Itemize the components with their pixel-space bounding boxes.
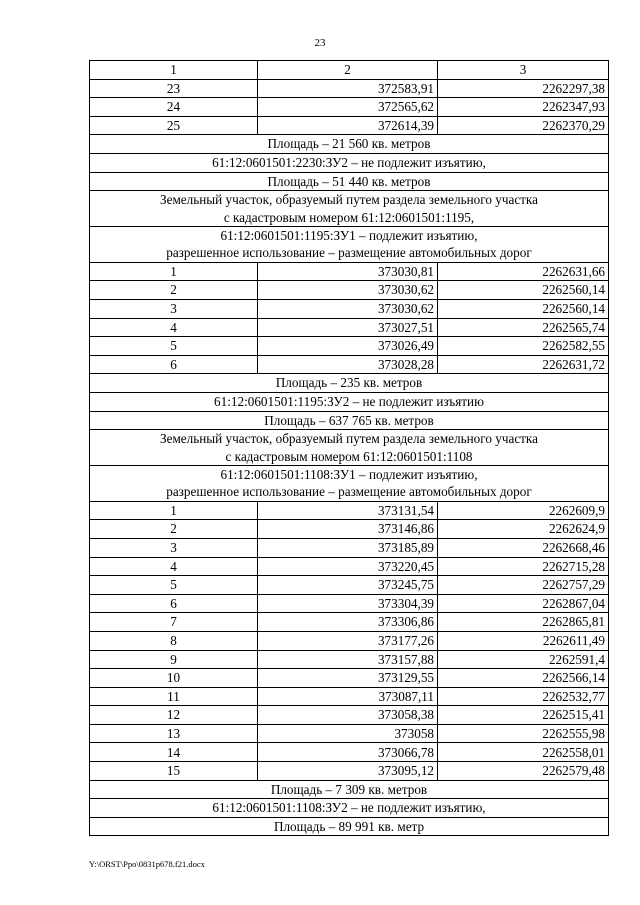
parcel-title-line: с кадастровым номером 61:12:0601501:1195,	[223, 209, 475, 225]
coordinates-table	[89, 60, 609, 836]
table-row	[90, 817, 609, 836]
table-row	[90, 318, 609, 337]
table-row	[90, 687, 609, 706]
point-number: 4	[90, 318, 258, 337]
y-coordinate: 2262555,98	[438, 724, 609, 743]
x-coordinate: 373157,88	[258, 650, 438, 669]
table-row	[90, 226, 609, 262]
y-coordinate: 2262591,4	[438, 650, 609, 669]
table-row	[90, 98, 609, 117]
footer-file-path: Y:\ORST\Ppo\0831p678.f21.docx	[89, 859, 205, 869]
y-coordinate: 2262560,14	[438, 281, 609, 300]
parcel-subtitle	[90, 465, 609, 501]
table-row	[90, 374, 609, 393]
table-row	[90, 355, 609, 374]
area-note: Площадь – 51 440 кв. метров	[90, 172, 609, 191]
table-row	[90, 780, 609, 799]
table-row	[90, 116, 609, 135]
table-row	[90, 669, 609, 688]
point-number: 15	[90, 762, 258, 781]
y-coordinate: 2262582,55	[438, 337, 609, 356]
table-row	[90, 631, 609, 650]
parcel-title-line: с кадастровым номером 61:12:0601501:1108	[225, 448, 473, 464]
point-number: 5	[90, 576, 258, 595]
point-number: 6	[90, 355, 258, 374]
table-row	[90, 724, 609, 743]
table-row	[90, 172, 609, 191]
x-coordinate: 373027,51	[258, 318, 438, 337]
parcel-subtitle-line: 61:12:0601501:1108:ЗУ1 – подлежит изъятию,	[220, 466, 478, 482]
table-row	[90, 743, 609, 762]
x-coordinate: 373304,39	[258, 594, 438, 613]
area-note: Площадь – 637 765 кв. метров	[90, 411, 609, 430]
header-cell-3: 3	[438, 61, 609, 80]
point-number: 6	[90, 594, 258, 613]
table-header-row	[90, 61, 609, 80]
point-number: 7	[90, 613, 258, 632]
x-coordinate: 373177,26	[258, 631, 438, 650]
point-number: 2	[90, 281, 258, 300]
y-coordinate: 2262867,04	[438, 594, 609, 613]
y-coordinate: 2262609,9	[438, 501, 609, 520]
y-coordinate: 2262631,72	[438, 355, 609, 374]
y-coordinate: 2262631,66	[438, 262, 609, 281]
table-row	[90, 281, 609, 300]
point-number: 25	[90, 116, 258, 135]
y-coordinate: 2262757,29	[438, 576, 609, 595]
point-number: 5	[90, 337, 258, 356]
table-row	[90, 520, 609, 539]
x-coordinate: 372583,91	[258, 79, 438, 98]
table-row	[90, 465, 609, 501]
table-row	[90, 650, 609, 669]
x-coordinate: 373058,38	[258, 706, 438, 725]
area-note: Площадь – 235 кв. метров	[90, 374, 609, 393]
y-coordinate: 2262532,77	[438, 687, 609, 706]
point-number: 3	[90, 299, 258, 318]
point-number: 13	[90, 724, 258, 743]
point-number: 3	[90, 538, 258, 557]
table-row	[90, 799, 609, 818]
area-note: 61:12:0601501:1108:ЗУ2 – не подлежит изъятию,	[90, 799, 609, 818]
x-coordinate: 373146,86	[258, 520, 438, 539]
x-coordinate: 373030,81	[258, 262, 438, 281]
table-row	[90, 392, 609, 411]
point-number: 1	[90, 501, 258, 520]
x-coordinate: 373058	[258, 724, 438, 743]
point-number: 8	[90, 631, 258, 650]
x-coordinate: 373306,86	[258, 613, 438, 632]
area-note: Площадь – 7 309 кв. метров	[90, 780, 609, 799]
y-coordinate: 2262566,14	[438, 669, 609, 688]
point-number: 24	[90, 98, 258, 117]
y-coordinate: 2262715,28	[438, 557, 609, 576]
parcel-title	[90, 430, 609, 466]
y-coordinate: 2262668,46	[438, 538, 609, 557]
header-cell-1: 1	[90, 61, 258, 80]
x-coordinate: 372565,62	[258, 98, 438, 117]
area-note: Площадь – 89 991 кв. метр	[90, 817, 609, 836]
table-row	[90, 79, 609, 98]
table-row	[90, 501, 609, 520]
parcel-title-line: Земельный участок, образуемый путем раздела земельного участка	[159, 431, 538, 447]
table-row	[90, 299, 609, 318]
y-coordinate: 2262865,81	[438, 613, 609, 632]
x-coordinate: 373030,62	[258, 281, 438, 300]
point-number: 23	[90, 79, 258, 98]
header-cell-2: 2	[258, 61, 438, 80]
point-number: 14	[90, 743, 258, 762]
table-row	[90, 337, 609, 356]
x-coordinate: 373026,49	[258, 337, 438, 356]
point-number: 9	[90, 650, 258, 669]
y-coordinate: 2262624,9	[438, 520, 609, 539]
parcel-subtitle-line: разрешенное использование – размещение автомобильных дорог	[166, 245, 532, 261]
table-row	[90, 557, 609, 576]
table-row	[90, 538, 609, 557]
y-coordinate: 2262370,29	[438, 116, 609, 135]
x-coordinate: 373129,55	[258, 669, 438, 688]
x-coordinate: 373028,28	[258, 355, 438, 374]
table-row	[90, 762, 609, 781]
point-number: 4	[90, 557, 258, 576]
x-coordinate: 373245,75	[258, 576, 438, 595]
table-row	[90, 262, 609, 281]
table-row	[90, 153, 609, 172]
point-number: 2	[90, 520, 258, 539]
point-number: 12	[90, 706, 258, 725]
y-coordinate: 2262560,14	[438, 299, 609, 318]
parcel-title-line: Земельный участок, образуемый путем раздела земельного участка	[159, 192, 538, 208]
parcel-subtitle-line: 61:12:0601501:1195:ЗУ1 – подлежит изъятию,	[220, 227, 478, 243]
y-coordinate: 2262347,93	[438, 98, 609, 117]
point-number: 1	[90, 262, 258, 281]
parcel-title	[90, 191, 609, 227]
x-coordinate: 373095,12	[258, 762, 438, 781]
x-coordinate: 373185,89	[258, 538, 438, 557]
x-coordinate: 372614,39	[258, 116, 438, 135]
table-row	[90, 135, 609, 154]
y-coordinate: 2262297,38	[438, 79, 609, 98]
y-coordinate: 2262579,48	[438, 762, 609, 781]
table-row	[90, 613, 609, 632]
table-row	[90, 191, 609, 227]
y-coordinate: 2262565,74	[438, 318, 609, 337]
area-note: 61:12:0601501:1195:ЗУ2 – не подлежит изъятию	[90, 392, 609, 411]
coordinates-table-body	[90, 61, 609, 836]
table-row	[90, 576, 609, 595]
x-coordinate: 373220,45	[258, 557, 438, 576]
x-coordinate: 373066,78	[258, 743, 438, 762]
point-number: 11	[90, 687, 258, 706]
area-note: 61:12:0601501:2230:ЗУ2 – не подлежит изъятию,	[90, 153, 609, 172]
x-coordinate: 373030,62	[258, 299, 438, 318]
y-coordinate: 2262558,01	[438, 743, 609, 762]
table-row	[90, 706, 609, 725]
x-coordinate: 373131,54	[258, 501, 438, 520]
table-row	[90, 430, 609, 466]
table-row	[90, 411, 609, 430]
area-note: Площадь – 21 560 кв. метров	[90, 135, 609, 154]
y-coordinate: 2262611,49	[438, 631, 609, 650]
point-number: 10	[90, 669, 258, 688]
page-number: 23	[314, 37, 326, 49]
parcel-subtitle-line: разрешенное использование – размещение автомобильных дорог	[166, 484, 532, 500]
table-row	[90, 594, 609, 613]
x-coordinate: 373087,11	[258, 687, 438, 706]
y-coordinate: 2262515,41	[438, 706, 609, 725]
parcel-subtitle	[90, 226, 609, 262]
